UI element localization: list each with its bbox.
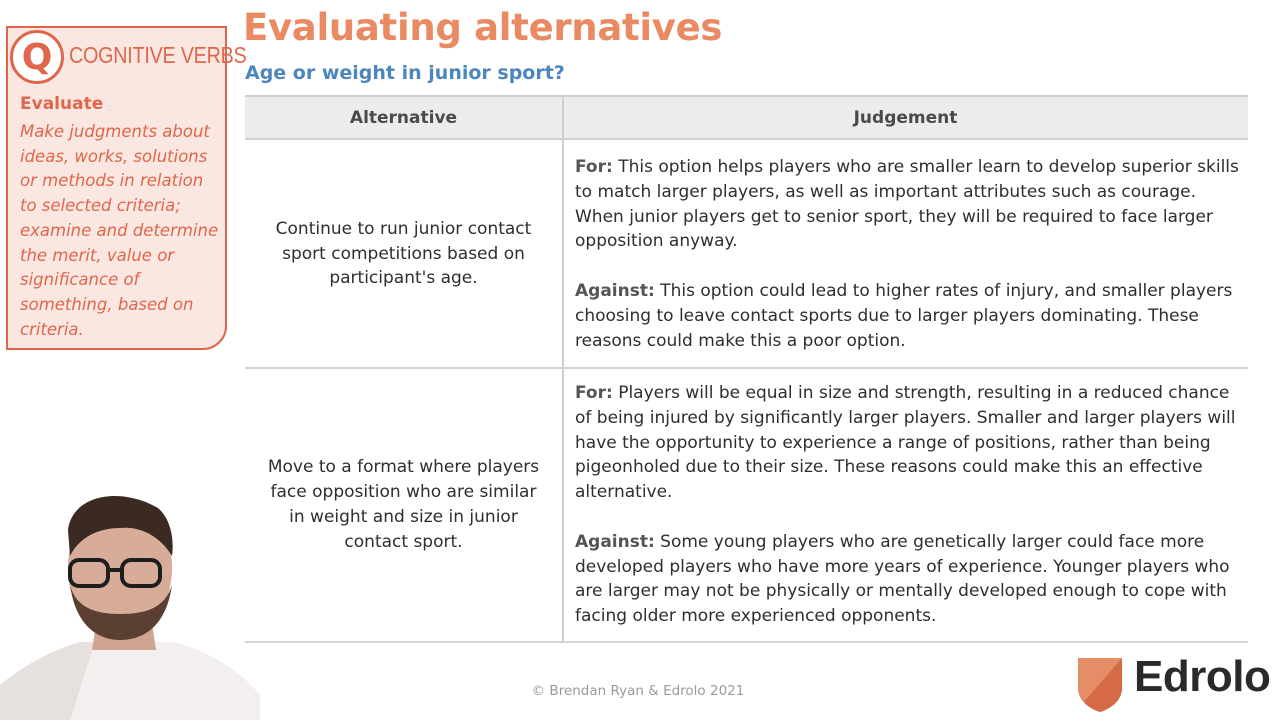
- cognitive-verbs-header: [8, 28, 247, 86]
- against-text: Some young players who are genetically larger could face more developed players who have more years of experience. Younger players who are larger may not be physically or mentally developed enough to cope with facing older more experienced opponents.: [575, 531, 1230, 627]
- q-logo-letter: Q: [21, 36, 53, 78]
- against-text: This option could lead to higher rates of injury, and smaller players choosing to leave contact sports due to larger players dominating. These reasons could make this a poor option.: [575, 280, 1233, 351]
- copyright-text: © Brendan Ryan & Edrolo 2021: [531, 683, 745, 699]
- header-alternative: Alternative: [349, 107, 458, 128]
- for-text: This option helps players who are smaller learn to develop superior skills to match larger players, as well as important attributes such as courage. When junior players get to senior sport, they will be required to face larger opposition anyway.: [575, 157, 1239, 252]
- table-row-1-judgement: [575, 155, 1243, 353]
- against-label: Against:: [575, 280, 655, 301]
- row-1-for: [575, 155, 1243, 254]
- cognitive-verbs-panel: [6, 26, 247, 350]
- for-label: For:: [575, 157, 613, 177]
- cognitive-verbs-title: COGNITIVE VERBS: [69, 42, 247, 68]
- table-header-row: [245, 95, 1248, 140]
- table-bottom-border: [245, 641, 1248, 643]
- slide-subtitle: Age or weight in junior sport?: [245, 62, 565, 84]
- row-1-against: [575, 279, 1243, 353]
- for-label: For:: [575, 383, 613, 403]
- against-label: Against:: [575, 531, 655, 552]
- slide-title: Evaluating alternatives: [243, 6, 723, 49]
- table-row-2-alternative: Move to a format where players face opposition who are similar in weight and size in junior contact sport.: [267, 457, 540, 552]
- edrolo-brand-text: Edrolo: [1134, 652, 1271, 701]
- q-circle-icon: [10, 30, 64, 84]
- header-judgement: Judgement: [853, 107, 958, 128]
- row-2-against: [575, 530, 1243, 629]
- cognitive-verb-definition: Make judgments about ideas, works, solutions or methods in relation to selected criteria; examine and determine the merit, value or significance of something, based on criteria.: [20, 122, 219, 339]
- table-row-1-alternative: Continue to run junior contact sport competitions based on participant's age.: [275, 218, 532, 289]
- edrolo-shield-icon: [1078, 656, 1122, 712]
- table-row-2-judgement: [575, 381, 1243, 629]
- for-text: Players will be equal in size and strength, resulting in a reduced chance of being injured by significantly larger players. Smaller and larger players will have the opportunity to experience a range of positions, rather than being pigeonholed due to their size. These reasons could make this an effective alternative.: [575, 383, 1236, 503]
- alternatives-table: [245, 95, 1248, 643]
- cognitive-verb: Evaluate: [20, 94, 104, 114]
- row-2-for: [575, 381, 1243, 505]
- column-divider: [562, 95, 564, 643]
